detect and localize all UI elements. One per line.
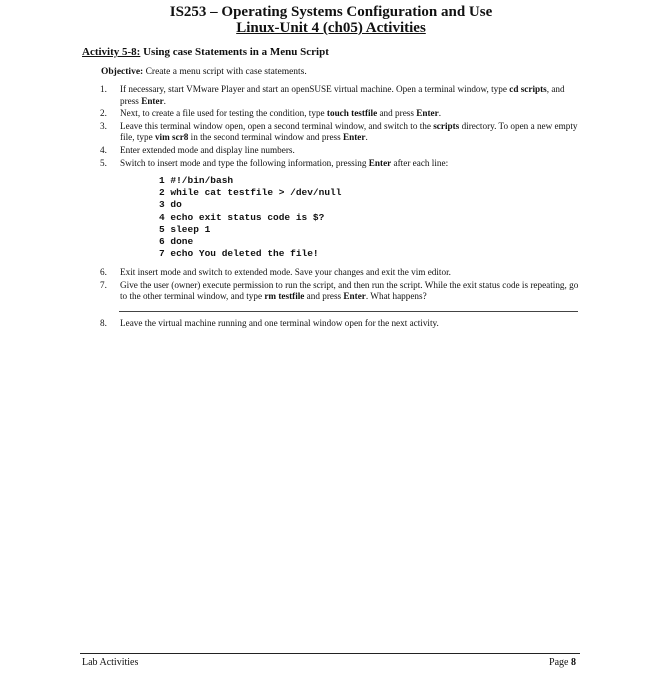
step-text-part: . <box>438 108 441 119</box>
step-number: 1. <box>100 84 107 94</box>
step-item <box>100 158 580 170</box>
objective <box>101 67 307 77</box>
code-line: 3 do <box>159 199 182 211</box>
document-subtitle: Linux-Unit 4 (ch05) Activities <box>236 20 426 36</box>
code-line: 6 done <box>159 236 194 248</box>
document-title: IS253 – Operating Systems Configuration and Use <box>169 4 493 20</box>
step-text-part: Exit insert mode and switch to extended mode. Save your changes and exit the vim editor. <box>120 267 451 277</box>
step-text-part: Enter extended mode and display line numbers. <box>120 144 295 155</box>
step-text-part: Next, to create a file used for testing the condition, type <box>120 108 327 119</box>
steps-list <box>100 84 580 170</box>
step-item <box>100 121 580 144</box>
step-item <box>100 84 580 107</box>
step-number: 5. <box>100 157 107 168</box>
step-emphasis: Enter <box>141 95 164 106</box>
step-emphasis: Enter <box>368 157 392 168</box>
step-text-part: . What happens? <box>365 291 427 302</box>
step-text-part: after each line: <box>391 157 449 168</box>
step-emphasis: scripts <box>433 120 460 131</box>
step-item <box>100 267 580 279</box>
step-text-part: and press <box>377 108 417 119</box>
step-number: 4. <box>100 144 107 155</box>
step-text-part: in the second terminal window and press <box>188 132 343 143</box>
step-text-part: . <box>163 95 166 106</box>
step-text-part: Leave this terminal window open, open a second terminal window, and switch to the <box>120 120 434 131</box>
code-block <box>159 175 341 260</box>
step-emphasis: touch testfile <box>326 108 378 119</box>
objective-text: Create a menu script with case statements. <box>143 67 307 77</box>
objective-label: Objective: <box>101 67 144 77</box>
step-text <box>120 84 580 107</box>
activity-id: Activity 5-8: <box>82 46 141 58</box>
step-item <box>100 280 580 303</box>
step-item <box>100 145 580 157</box>
step-emphasis: Enter <box>343 132 366 143</box>
step-number: 7. <box>100 279 107 290</box>
step-text-part: If necessary, start VMware Player and start an openSUSE virtual machine. Open a terminal window, type <box>120 84 510 94</box>
steps-list-after <box>100 267 580 304</box>
answer-line <box>119 311 578 312</box>
code-line: 2 while cat testfile > /dev/null <box>159 187 342 199</box>
step-text <box>120 158 580 170</box>
step-emphasis: cd scripts <box>509 84 547 94</box>
step-text-part: . <box>365 132 368 143</box>
footer-rule <box>80 653 580 654</box>
step-text <box>120 121 580 144</box>
step-text-part: Give the user (owner) execute permission to run the script, and then run the script. While the exit status code is repeating, go to the other terminal window, and type <box>120 279 579 302</box>
step-emphasis: Enter <box>343 291 366 302</box>
step-text: Leave the virtual machine running and one terminal window open for the next activity. <box>120 318 439 328</box>
step-text <box>120 280 580 303</box>
activity-name: Using case Statements in a Menu Script <box>140 46 329 58</box>
step-emphasis: rm testfile <box>264 291 305 302</box>
step-text-part: Switch to insert mode and type the following information, pressing <box>120 157 369 168</box>
step-text-part: directory. To open a new empty file, type <box>120 120 578 143</box>
step-emphasis: vim scr8 <box>154 132 189 143</box>
step-item <box>100 318 580 330</box>
step-emphasis: Enter <box>416 108 439 119</box>
step-text-part: and press <box>304 291 344 302</box>
activity-heading <box>82 46 329 58</box>
footer-left: Lab Activities <box>82 657 139 668</box>
step-number: 8. <box>100 318 107 328</box>
step-number: 3. <box>100 120 107 131</box>
step-text-part: , and press <box>120 84 565 106</box>
step-item <box>100 108 580 120</box>
code-line: 7 echo You deleted the file! <box>159 248 319 260</box>
code-line: 1 #!/bin/bash <box>159 175 234 186</box>
step-text <box>120 108 580 120</box>
page-number-value: 8 <box>571 657 576 668</box>
page-label: Page <box>549 657 571 668</box>
step-number: 2. <box>100 108 107 119</box>
step-text <box>120 145 580 157</box>
step-text <box>120 267 580 279</box>
code-line: 5 sleep 1 <box>159 223 211 235</box>
page-number <box>549 657 576 668</box>
step-number: 6. <box>100 267 107 277</box>
code-line: 4 echo exit status code is $? <box>159 211 325 223</box>
